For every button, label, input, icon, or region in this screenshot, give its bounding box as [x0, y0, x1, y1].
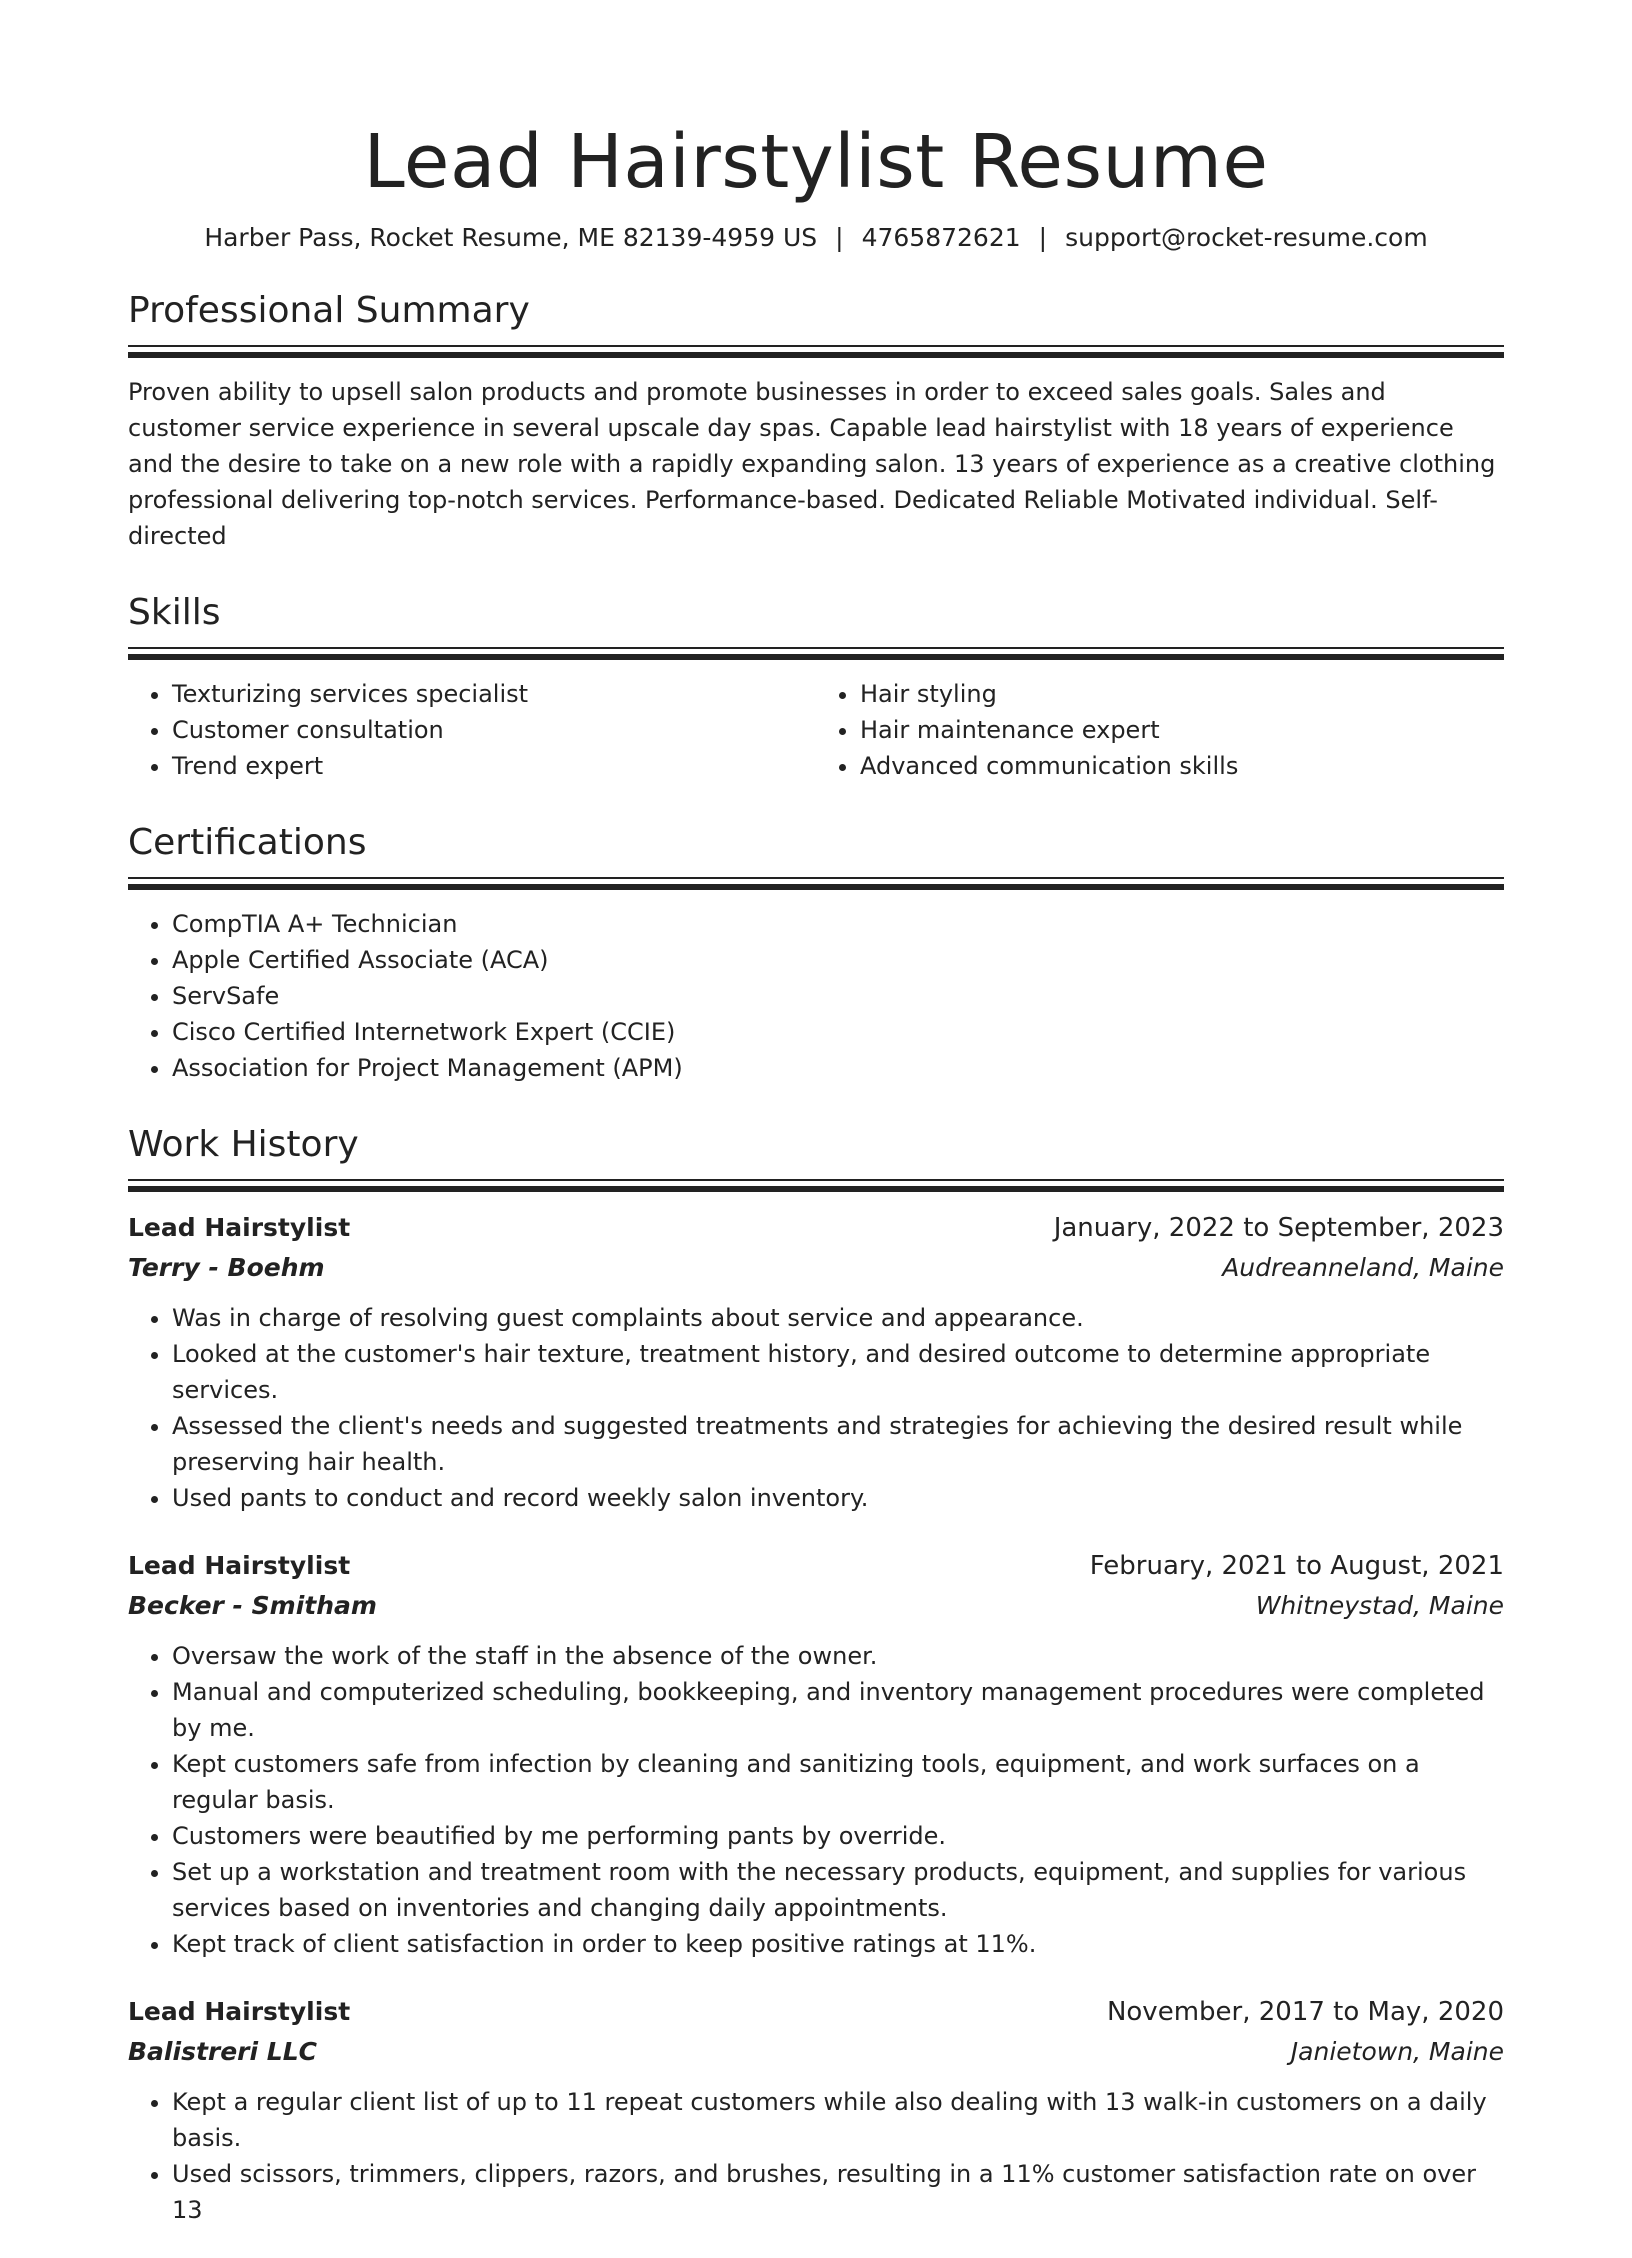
skill-item: • Hair styling	[860, 676, 1504, 712]
job-bullets	[128, 2084, 1504, 2228]
section-certifications	[128, 820, 1504, 1086]
job-entry	[128, 1546, 1504, 1962]
contact-email: support@rocket-resume.com	[1065, 222, 1428, 252]
job-company: Terry - Boehm	[128, 1252, 325, 1282]
job-company: Becker - Smitham	[128, 1590, 377, 1620]
resume-page	[128, 118, 1504, 2258]
job-bullet: • Kept track of client satisfaction in order to keep positive ratings at 11%.	[172, 1926, 1504, 1962]
section-skills	[128, 590, 1504, 784]
section-rule	[128, 1179, 1504, 1192]
section-rule	[128, 877, 1504, 890]
job-location: Whitneystad, Maine	[1255, 1590, 1504, 1620]
job-company: Balistreri LLC	[128, 2036, 317, 2066]
skills-list-right	[816, 676, 1504, 784]
job-dates: January, 2022 to September, 2023	[1053, 1212, 1504, 1243]
page-title: Lead Hairstylist Resume	[363, 119, 1269, 205]
section-heading: Certifications	[128, 821, 367, 863]
job-header-row	[128, 1992, 1504, 2032]
section-heading: Professional Summary	[128, 289, 530, 331]
summary-text: Proven ability to upsell salon products and promote businesses in order to exceed sales goals. Sales and customer service experience in several upscale day spas. Capable lead hairstylist with 18 years of experience and the desire to take on a new role with a rapidly expanding salon. 13 years of experience as a creative clothing professional delivering top-notch services. Performance-based. Dedicated Reliable Motivated individual. Self-directed	[128, 377, 1496, 550]
contact-address: Harber Pass, Rocket Resume, ME 82139-4959 US	[204, 222, 818, 252]
job-entry	[128, 1208, 1504, 1516]
job-bullet: • Used pants to conduct and record weekly salon inventory.	[172, 1480, 1504, 1516]
job-dates: November, 2017 to May, 2020	[1106, 1996, 1504, 2027]
job-header-row	[128, 1208, 1504, 1248]
job-bullet: • Kept customers safe from infection by cleaning and sanitizing tools, equipment, and work surfaces on a regular basis.	[172, 1746, 1504, 1818]
job-location: Janietown, Maine	[1290, 2036, 1504, 2066]
job-header-row	[128, 1546, 1504, 1586]
job-company-row	[128, 1586, 1504, 1626]
certification-item: • CompTIA A+ Technician	[172, 906, 1504, 942]
certification-item: • ServSafe	[172, 978, 1504, 1014]
section-summary	[128, 288, 1504, 554]
skill-item: • Hair maintenance expert	[860, 712, 1504, 748]
job-bullet: • Was in charge of resolving guest complaints about service and appearance.	[172, 1300, 1504, 1336]
skills-grid	[128, 676, 1504, 784]
section-heading: Work History	[128, 1123, 359, 1165]
job-company-row	[128, 1248, 1504, 1288]
certification-item: • Cisco Certified Internetwork Expert (CCIE)	[172, 1014, 1504, 1050]
section-rule	[128, 647, 1504, 660]
job-bullets	[128, 1638, 1504, 1962]
contact-separator: |	[1038, 222, 1048, 252]
job-location: Audreanneland, Maine	[1222, 1252, 1504, 1282]
contact-phone: 4765872621	[861, 222, 1021, 252]
job-bullet: • Customers were beautified by me performing pants by override.	[172, 1818, 1504, 1854]
job-bullet: • Oversaw the work of the staff in the absence of the owner.	[172, 1638, 1504, 1674]
certification-item: • Apple Certified Associate (ACA)	[172, 942, 1504, 978]
certification-item: • Association for Project Management (APM)	[172, 1050, 1504, 1086]
skill-item: • Texturizing services specialist	[172, 676, 816, 712]
job-bullet: • Looked at the customer's hair texture, treatment history, and desired outcome to determine appropriate services.	[172, 1336, 1504, 1408]
skill-item: • Customer consultation	[172, 712, 816, 748]
section-work-history	[128, 1122, 1504, 2228]
job-company-row	[128, 2032, 1504, 2072]
skills-list-left	[128, 676, 816, 784]
section-heading: Skills	[128, 591, 221, 633]
job-title: Lead Hairstylist	[128, 1550, 351, 1580]
job-bullet: • Assessed the client's needs and suggested treatments and strategies for achieving the desired result while preserving hair health.	[172, 1408, 1504, 1480]
job-dates: February, 2021 to August, 2021	[1089, 1550, 1504, 1581]
job-title: Lead Hairstylist	[128, 1212, 351, 1242]
skill-item: • Trend expert	[172, 748, 816, 784]
certifications-list	[128, 906, 1504, 1086]
job-bullet: • Used scissors, trimmers, clippers, razors, and brushes, resulting in a 11% customer satisfaction rate on over 13	[172, 2156, 1504, 2228]
contact-line	[128, 223, 1504, 252]
job-bullet: • Manual and computerized scheduling, bookkeeping, and inventory management procedures were completed by me.	[172, 1674, 1504, 1746]
job-bullets	[128, 1300, 1504, 1516]
skill-item: • Advanced communication skills	[860, 748, 1504, 784]
section-rule	[128, 345, 1504, 358]
job-bullet: • Set up a workstation and treatment room with the necessary products, equipment, and supplies for various services based on inventories and changing daily appointments.	[172, 1854, 1504, 1926]
job-entry	[128, 1992, 1504, 2228]
job-bullet: • Kept a regular client list of up to 11 repeat customers while also dealing with 13 walk-in customers on a daily basis.	[172, 2084, 1504, 2156]
contact-separator: |	[835, 222, 844, 252]
job-title: Lead Hairstylist	[128, 1996, 351, 2026]
